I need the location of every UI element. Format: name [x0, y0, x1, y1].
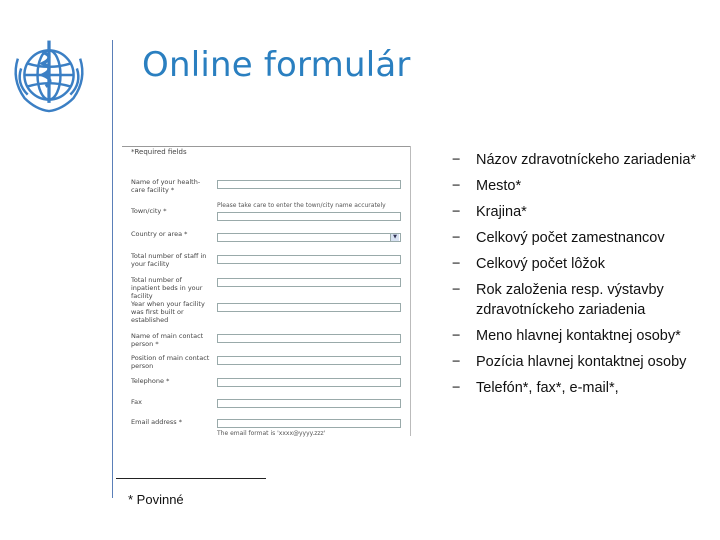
list-item	[452, 280, 712, 320]
telephone-input[interactable]	[217, 378, 401, 387]
dash-bullet: −	[452, 282, 461, 298]
dash-bullet: −	[452, 256, 461, 272]
list-item	[452, 352, 712, 372]
field-country	[131, 230, 416, 252]
dash-bullet: −	[452, 152, 461, 168]
email-input[interactable]	[217, 419, 401, 428]
list-item	[452, 378, 712, 398]
beds-input[interactable]	[217, 278, 401, 287]
list-item-text: Mesto*	[476, 178, 522, 194]
field-description-list	[452, 150, 712, 398]
field-beds	[131, 276, 416, 298]
field-contact-position	[131, 354, 416, 376]
field-label: Fax	[131, 398, 142, 406]
field-label: Email address *	[131, 418, 182, 426]
town-note: Please take care to enter the town/city name accurately	[217, 202, 386, 209]
field-label: Name of your health-care facility *	[131, 178, 201, 194]
page-title: Online formulár	[142, 45, 411, 85]
field-email	[131, 418, 416, 440]
field-contact-name	[131, 332, 416, 354]
dash-bullet: −	[452, 328, 461, 344]
contact-position-input[interactable]	[217, 356, 401, 365]
field-facility-name	[131, 178, 416, 200]
field-staff	[131, 252, 416, 274]
required-fields-note: *Required fields	[131, 148, 187, 156]
list-item	[452, 326, 712, 346]
list-item-text: Telefón*, fax*, e-mail*,	[476, 380, 619, 396]
list-item-text: Názov zdravotníckeho zariadenia*	[476, 152, 697, 168]
list-item	[452, 254, 712, 274]
list-item-text: Pozícia hlavnej kontaktnej osoby	[476, 354, 687, 370]
email-note: The email format is 'xxxx@yyyy.zzz'	[217, 430, 326, 437]
staff-input[interactable]	[217, 255, 401, 264]
list-item-text: Krajina*	[476, 204, 527, 220]
fax-input[interactable]	[217, 399, 401, 408]
form-top-border	[122, 146, 410, 147]
divider-line	[112, 40, 113, 498]
footnote: * Povinné	[128, 492, 184, 507]
dash-bullet: −	[452, 230, 461, 246]
field-label: Country or area *	[131, 230, 188, 238]
chevron-down-icon: ▼	[390, 234, 399, 241]
field-label: Year when your facility was first built or established	[131, 300, 205, 324]
field-year	[131, 300, 416, 322]
year-input[interactable]	[217, 303, 401, 312]
list-item-text: Meno hlavnej kontaktnej osoby*	[476, 328, 681, 344]
form-screenshot	[122, 144, 414, 444]
contact-name-input[interactable]	[217, 334, 401, 343]
dash-bullet: −	[452, 380, 461, 396]
field-label: Total number of staff in your facility	[131, 252, 207, 268]
list-item-text: Rok založenia resp. výstavby zdravotníckeho zariadenia	[476, 282, 664, 318]
facility-name-input[interactable]	[217, 180, 401, 189]
list-item	[452, 150, 712, 170]
who-emblem-icon	[8, 34, 90, 116]
field-fax	[131, 398, 416, 420]
field-label: Position of main contact person	[131, 354, 210, 370]
town-input[interactable]	[217, 212, 401, 221]
field-label: Name of main contact person *	[131, 332, 204, 348]
country-select[interactable]	[217, 233, 401, 242]
footnote-divider	[116, 478, 266, 479]
field-telephone	[131, 377, 416, 399]
dash-bullet: −	[452, 178, 461, 194]
dash-bullet: −	[452, 354, 461, 370]
list-item-text: Celkový počet lôžok	[476, 256, 605, 272]
list-item	[452, 176, 712, 196]
field-label: Town/city *	[131, 207, 167, 215]
field-town	[131, 202, 416, 224]
dash-bullet: −	[452, 204, 461, 220]
list-item-text: Celkový počet zamestnancov	[476, 230, 665, 246]
list-item	[452, 202, 712, 222]
list-item	[452, 228, 712, 248]
field-label: Total number of inpatient beds in your facility	[131, 276, 203, 300]
field-label: Telephone *	[131, 377, 170, 385]
